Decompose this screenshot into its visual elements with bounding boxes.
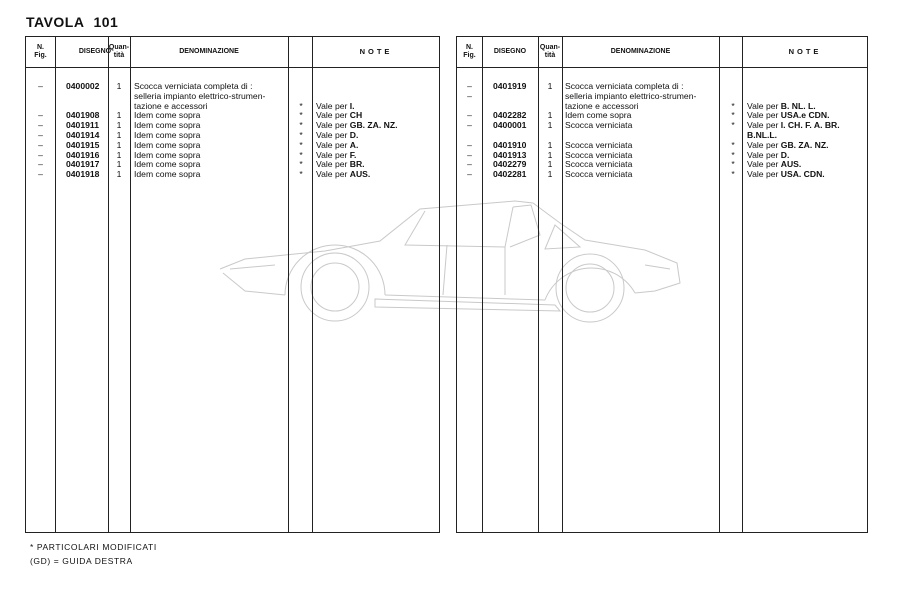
right-table-rows bbox=[457, 82, 867, 180]
tavola-number: 101 bbox=[93, 14, 119, 30]
disegno-cell: 0400002 bbox=[66, 81, 100, 91]
qty-cell: 1 bbox=[116, 159, 122, 170]
fig-cell: – bbox=[467, 81, 472, 91]
note-value: A. bbox=[349, 139, 359, 150]
denominazione-cell: tazione e accessori bbox=[134, 100, 208, 111]
denominazione-cell: Idem come sopra bbox=[134, 159, 201, 170]
note-value: BR. bbox=[349, 159, 365, 170]
column-disegno-header: DISEGNO bbox=[78, 48, 112, 55]
denominazione-cell: Scocca verniciata bbox=[565, 169, 633, 180]
disegno-cell: 0401913 bbox=[493, 149, 527, 160]
disegno-cell: 0401915 bbox=[66, 139, 100, 150]
fig-cell: – bbox=[467, 139, 472, 150]
disegno-cell: 0401908 bbox=[66, 110, 100, 121]
modified-marker: * bbox=[731, 139, 735, 150]
modified-marker: * bbox=[731, 110, 735, 121]
qty-cell: 1 bbox=[116, 169, 122, 180]
note-value: AUS. bbox=[780, 159, 802, 170]
denominazione-cell: Idem come sopra bbox=[565, 110, 632, 121]
column-disegno-header: DISEGNO bbox=[493, 48, 527, 55]
footnote-modified-parts: * PARTICOLARI MODIFICATI bbox=[30, 542, 157, 552]
note-value: D. bbox=[780, 149, 790, 160]
note-value: AUS. bbox=[349, 169, 371, 180]
disegno-cell: 0402282 bbox=[493, 110, 527, 121]
denominazione-cell: Scocca verniciata bbox=[565, 120, 633, 131]
column-fig-header: N. Fig. bbox=[34, 44, 47, 59]
note-prefix: Vale per bbox=[316, 169, 350, 180]
note-prefix: Vale per bbox=[747, 100, 781, 111]
fig-cell: – bbox=[38, 149, 43, 160]
fig-cell: – bbox=[38, 120, 43, 131]
qty-cell: 1 bbox=[547, 169, 553, 180]
table-row bbox=[457, 121, 867, 131]
fig-cell: – bbox=[467, 110, 472, 121]
fig-cell: – bbox=[38, 81, 43, 91]
disegno-cell: 0401917 bbox=[66, 159, 100, 170]
disegno-cell: 0401919 bbox=[493, 81, 527, 91]
note-value: I. bbox=[349, 100, 355, 111]
disegno-cell: 0402281 bbox=[493, 169, 527, 180]
note-value: I. CH. F. A. BR. bbox=[780, 120, 840, 131]
modified-marker: * bbox=[731, 100, 735, 111]
fig-cell: – bbox=[38, 129, 43, 140]
qty-cell: 1 bbox=[547, 120, 553, 131]
note-cell bbox=[747, 170, 825, 180]
qty-cell: 1 bbox=[116, 139, 122, 150]
qty-cell: 1 bbox=[547, 149, 553, 160]
fig-cell: – bbox=[38, 159, 43, 170]
qty-cell: 1 bbox=[116, 110, 122, 121]
modified-marker: * bbox=[731, 169, 735, 180]
left-parts-table bbox=[25, 36, 440, 533]
fig-cell: – bbox=[38, 110, 43, 121]
column-qty-header: Quan- tità bbox=[539, 44, 561, 59]
modified-marker: * bbox=[731, 149, 735, 160]
note-prefix: Vale per bbox=[316, 159, 350, 170]
note-value: GB. ZA. NZ. bbox=[780, 139, 829, 150]
modified-marker: * bbox=[299, 139, 303, 150]
column-denominazione-header: DENOMINAZIONE bbox=[179, 48, 239, 55]
note-prefix: Vale per bbox=[747, 110, 781, 121]
qty-cell: 1 bbox=[116, 120, 122, 131]
denominazione-cell: Scocca verniciata bbox=[565, 159, 633, 170]
note-value: USA. CDN. bbox=[780, 169, 825, 180]
denominazione-cell: selleria impianto elettrico-strumen- bbox=[134, 90, 266, 101]
fig-cell: – bbox=[467, 90, 472, 101]
denominazione-cell: Idem come sopra bbox=[134, 120, 201, 131]
column-fig-header: N. Fig. bbox=[463, 44, 476, 59]
column-qty-header: Quan- tità bbox=[108, 44, 130, 59]
denominazione-cell: Scocca verniciata bbox=[565, 139, 633, 150]
denominazione-cell: Idem come sopra bbox=[134, 149, 201, 160]
modified-marker: * bbox=[299, 129, 303, 140]
note-cell bbox=[316, 170, 370, 180]
fig-cell: – bbox=[467, 159, 472, 170]
left-table-header bbox=[26, 37, 439, 68]
modified-marker: * bbox=[299, 169, 303, 180]
qty-cell: 1 bbox=[116, 129, 122, 140]
disegno-cell: 0401910 bbox=[493, 139, 527, 150]
note-prefix: Vale per bbox=[747, 139, 781, 150]
fig-cell: – bbox=[467, 169, 472, 180]
modified-marker: * bbox=[731, 120, 735, 131]
qty-cell: 1 bbox=[547, 159, 553, 170]
note-prefix: Vale per bbox=[747, 149, 781, 160]
right-table-header bbox=[457, 37, 867, 68]
modified-marker: * bbox=[731, 159, 735, 170]
disegno-cell: 0401911 bbox=[66, 120, 99, 131]
denominazione-cell: Idem come sopra bbox=[134, 169, 201, 180]
note-prefix: Vale per bbox=[316, 110, 350, 121]
note-prefix: Vale per bbox=[316, 100, 350, 111]
note-value: B.NL.L. bbox=[747, 129, 778, 140]
denominazione-cell: tazione e accessori bbox=[565, 100, 639, 111]
disegno-cell: 0402279 bbox=[493, 159, 527, 170]
tavola-label: TAVOLA bbox=[26, 14, 85, 30]
fig-cell: – bbox=[38, 139, 43, 150]
modified-marker: * bbox=[299, 110, 303, 121]
table-row bbox=[457, 170, 867, 180]
qty-cell: 1 bbox=[547, 81, 553, 91]
column-note-header: NOTE bbox=[359, 47, 393, 56]
denominazione-cell: Idem come sopra bbox=[134, 110, 201, 121]
denominazione-cell: Scocca verniciata completa di : bbox=[565, 81, 684, 91]
column-note-header: NOTE bbox=[788, 47, 822, 56]
table-row bbox=[26, 170, 439, 180]
page-title bbox=[26, 14, 118, 30]
qty-cell: 1 bbox=[547, 139, 553, 150]
denominazione-cell: Idem come sopra bbox=[134, 139, 201, 150]
note-prefix: Vale per bbox=[316, 139, 350, 150]
disegno-cell: 0401916 bbox=[66, 149, 100, 160]
modified-marker: * bbox=[299, 100, 303, 111]
disegno-cell: 0401918 bbox=[66, 169, 100, 180]
denominazione-cell: selleria impianto elettrico-strumen- bbox=[565, 90, 697, 101]
fig-cell: – bbox=[467, 120, 472, 131]
note-prefix: Vale per bbox=[316, 149, 350, 160]
modified-marker: * bbox=[299, 159, 303, 170]
denominazione-cell: Scocca verniciata completa di : bbox=[134, 81, 253, 91]
note-prefix: Vale per bbox=[747, 159, 781, 170]
modified-marker: * bbox=[299, 149, 303, 160]
qty-cell: 1 bbox=[116, 149, 122, 160]
note-value: B. NL. L. bbox=[780, 100, 816, 111]
note-prefix: Vale per bbox=[747, 120, 781, 131]
denominazione-cell: Idem come sopra bbox=[134, 129, 201, 140]
note-value: D. bbox=[349, 129, 359, 140]
denominazione-cell: Scocca verniciata bbox=[565, 149, 633, 160]
modified-marker: * bbox=[299, 120, 303, 131]
note-prefix: Vale per bbox=[747, 169, 781, 180]
footnote-right-hand-drive: (GD) = GUIDA DESTRA bbox=[30, 556, 133, 566]
disegno-cell: 0400001 bbox=[493, 120, 527, 131]
right-parts-table bbox=[456, 36, 868, 533]
fig-cell: – bbox=[467, 149, 472, 160]
column-denominazione-header: DENOMINAZIONE bbox=[610, 48, 671, 55]
note-value: GB. ZA. NZ. bbox=[349, 120, 398, 131]
note-value: F. bbox=[349, 149, 357, 160]
qty-cell: 1 bbox=[547, 110, 553, 121]
table-row bbox=[26, 92, 439, 102]
left-table-rows bbox=[26, 82, 439, 180]
note-prefix: Vale per bbox=[316, 120, 350, 131]
disegno-cell: 0401914 bbox=[66, 129, 100, 140]
qty-cell: 1 bbox=[116, 81, 122, 91]
note-value: CH bbox=[349, 110, 363, 121]
note-prefix: Vale per bbox=[316, 129, 350, 140]
note-value: USA.e CDN. bbox=[780, 110, 830, 121]
fig-cell: – bbox=[38, 169, 43, 180]
